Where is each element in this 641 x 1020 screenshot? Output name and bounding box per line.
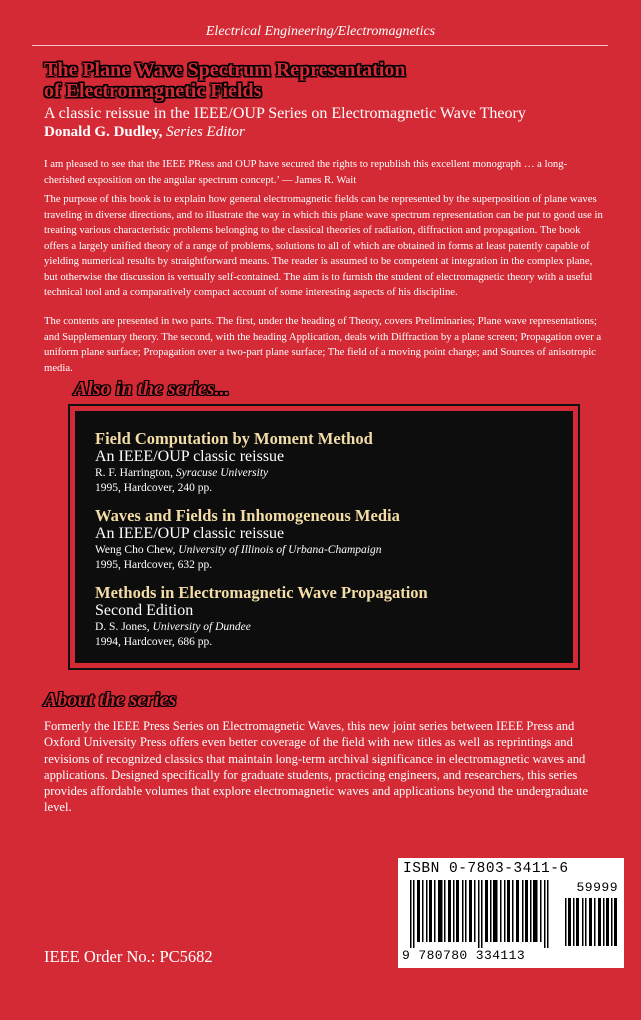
series-book-publication: 1994, Hardcover, 686 pp.	[95, 636, 213, 648]
author-name: D. S. Jones,	[95, 621, 150, 633]
ean-number: 9 780780 334113	[402, 948, 526, 963]
about-series-heading: About the series	[44, 689, 177, 711]
series-book-item	[95, 429, 573, 496]
series-book-publication: 1995, Hardcover, 240 pp.	[95, 482, 213, 494]
isbn-label: ISBN 0-7803-3411-6	[403, 861, 569, 877]
author-affiliation: University of Dundee	[152, 621, 251, 633]
series-book-item	[95, 506, 573, 573]
series-book-author	[95, 466, 573, 481]
series-book-title: Waves and Fields in Inhomogeneous Media	[95, 506, 400, 525]
order-number: IEEE Order No.: PC5682	[44, 947, 213, 966]
price-code: 59999	[576, 880, 618, 895]
series-book-title: Field Computation by Moment Method	[95, 429, 373, 448]
series-book-item	[95, 583, 573, 650]
author-name: R. F. Harrington,	[95, 467, 173, 479]
series-book-subtitle: An IEEE/OUP classic reissue	[95, 448, 285, 465]
endorsement-quote: I am pleased to see that the IEEE PRess and OUP have secured the rights to republish this excellent monograph … a long-cherished exposition on the angular spectrum concept.’ — James R. Wait	[44, 158, 568, 186]
series-book-subtitle: Second Edition	[95, 602, 194, 619]
book-title-line-2: of Electromagnetic Fields	[44, 80, 262, 102]
book-title	[44, 60, 604, 102]
also-in-series-heading: Also in the series...	[74, 378, 230, 400]
series-book-author	[95, 543, 573, 558]
ean-barcode-bars	[404, 880, 560, 948]
purpose-paragraph: The purpose of this book is to explain how general electromagnetic fields can be represented by the superposition of plane waves traveling in diverse directions, and to illustrate the way in which this plane wave spectrum representation can be put to good use in treating various characteristic problems belonging to the classical theories of radiation, diffraction and propagation. The book offers a largely unified theory of a range of problems, solutions to all of which are obtained in forms at least patently capable of yielding numerical results by straightforward means. The reader is assumed to be competent at integration in the complex plane, but otherwise the discussion is vertually self-contained. The aim is to furnish the student of electromagnetic theory with a useful technical tool and a comparatively compact account of some interesting aspects of his discipline.	[44, 193, 603, 298]
series-book-publication: 1995, Hardcover, 632 pp.	[95, 559, 213, 571]
series-book-subtitle: An IEEE/OUP classic reissue	[95, 525, 285, 542]
series-book-title: Methods in Electromagnetic Wave Propagation	[95, 583, 428, 602]
addon-barcode-bars	[564, 898, 618, 946]
series-book-author	[95, 620, 573, 635]
category-label: Electrical Engineering/Electromagnetics	[205, 24, 436, 39]
book-subtitle: A classic reissue in the IEEE/OUP Series on Electromagnetic Wave Theory	[44, 105, 526, 122]
author-affiliation: Syracuse University	[175, 467, 269, 479]
book-title-line-1: The Plane Wave Spectrum Representation	[44, 59, 406, 81]
author-affiliation: University of Illinois of Urbana-Champaign	[178, 544, 382, 556]
editor-name: Donald G. Dudley,	[44, 124, 163, 140]
editor-role: Series Editor	[166, 124, 245, 140]
series-editor	[44, 124, 245, 141]
series-box	[75, 411, 573, 663]
category-divider	[32, 45, 608, 46]
barcode-panel	[398, 858, 624, 968]
contents-paragraph: The contents are presented in two parts. The first, under the heading of Theory, covers Preliminaries; Plane wave representations; and Supplementary theory. The second, with the heading Application, deals with Diffraction by a plane screen; Propagation over a uniform plane surface; Propagation over a two-part plane surface; The field of a moving point charge; and Sources of anisotropic media.	[44, 315, 602, 374]
about-series-paragraph: Formerly the IEEE Press Series on Electromagnetic Waves, this new joint series between IEEE Press and Oxford University Press offers even better coverage of the field with new titles as well as reprintings and revisions of recognized classics that maintain long-term archival significance in electromagnetic waves and applications. Designed specifically for graduate students, practicing engineers, and researchers, this series provides affordable volumes that explore electromagnetic waves and applications beyond the undergraduate level.	[44, 719, 589, 815]
author-name: Weng Cho Chew,	[95, 544, 176, 556]
